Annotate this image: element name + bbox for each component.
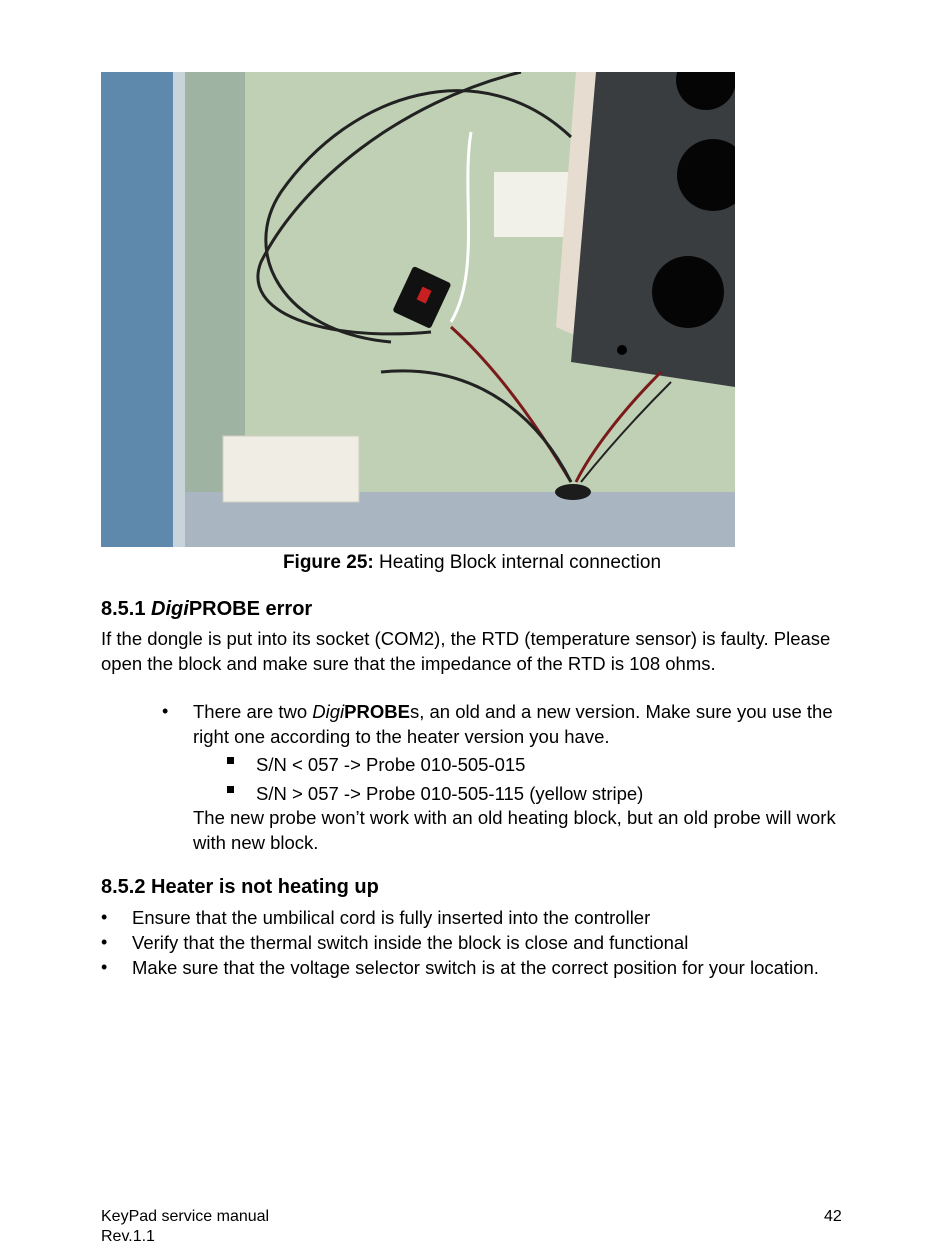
section-number: 8.5.1 — [101, 598, 152, 620]
figure-caption-text: Heating Block internal connection — [373, 552, 662, 573]
list-item: Make sure that the voltage selector switch is at the correct position for your location. — [132, 957, 819, 978]
square-bullet-icon — [227, 786, 234, 793]
list-item: Ensure that the umbilical cord is fully inserted into the controller — [132, 907, 651, 928]
footer-page-number: 42 — [824, 1208, 842, 1225]
footer-doc-title: KeyPad service manual — [101, 1208, 270, 1225]
square-bullet-icon — [227, 757, 234, 764]
bullet-text-post: s, an old and a new version. Make sure you use the right one according to the heater version you have. — [193, 701, 833, 747]
bullet-dot: • — [101, 957, 108, 977]
bullet-text-bold: PROBE — [344, 701, 410, 722]
section1-note: The new probe won’t work with an old heating block, but an old probe will work with new block. — [193, 807, 836, 853]
figure-caption — [101, 552, 843, 574]
heating-block-photo — [101, 72, 735, 547]
sub-item: S/N < 057 -> Probe 010-505-015 — [256, 754, 526, 775]
bullet-dot: • — [101, 932, 108, 952]
bullet-dot: • — [101, 907, 108, 927]
sub-item: S/N > 057 -> Probe 010-505-115 (yellow stripe) — [256, 783, 644, 804]
list-item: Verify that the thermal switch inside the block is close and functional — [132, 932, 689, 953]
section-title-italic: Digi — [151, 598, 189, 620]
section1-paragraph: If the dongle is put into its socket (COM2), the RTD (temperature sensor) is faulty. Please open the block and make sure that the impedance of the RTD is 108 ohms. — [101, 628, 831, 674]
section-title-rest: PROBE error — [188, 598, 313, 620]
section-heading-digiprobe — [101, 598, 312, 621]
bullet-text-italic: Digi — [312, 701, 345, 722]
bullet-text-pre: There are two — [193, 701, 313, 722]
section-heading-heater: 8.5.2 Heater is not heating up — [101, 876, 379, 898]
bullet-dot: • — [162, 701, 169, 721]
section1-bullet — [193, 700, 853, 749]
figure-caption-label: Figure 25: — [282, 552, 374, 573]
footer-revision: Rev.1.1 — [101, 1228, 155, 1245]
